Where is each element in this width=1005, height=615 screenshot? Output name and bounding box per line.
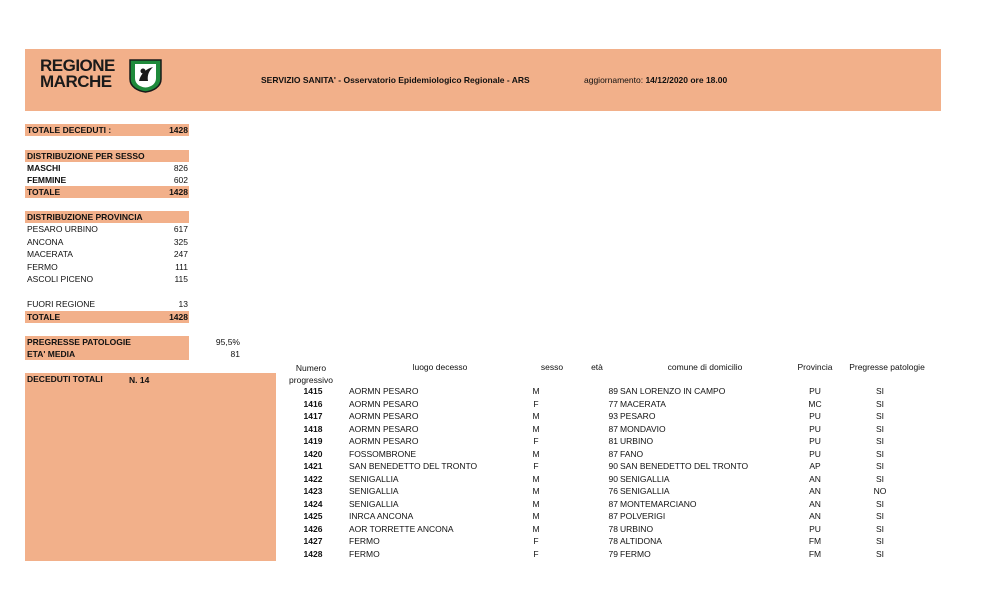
cell-province: PU	[809, 436, 821, 446]
cell-province: PU	[809, 386, 821, 396]
province-row-label: FERMO	[27, 262, 58, 272]
cell-pathologies: SI	[875, 386, 885, 396]
cell-place: SAN BENEDETTO DEL TRONTO	[349, 461, 478, 471]
cell-sex: F	[533, 536, 539, 546]
cell-province: PU	[809, 423, 821, 434]
cell-pathologies: SI	[875, 436, 885, 446]
province-row-value: 325	[173, 237, 188, 247]
cell-age: 93	[608, 411, 618, 421]
sex-title: DISTRIBUZIONE PER SESSO	[27, 151, 145, 161]
outside-region-value: 13	[178, 299, 188, 309]
province-row-label: MACERATA	[27, 249, 73, 259]
cell-age: 89	[608, 386, 618, 396]
province-title: DISTRIBUZIONE PROVINCIA	[27, 212, 143, 222]
cell-province: FM	[808, 548, 822, 559]
cell-place: AORMN PESARO	[349, 436, 419, 446]
cell-town: URBINO	[620, 436, 654, 446]
cell-town: FERMO	[620, 548, 651, 559]
cell-age: 87	[608, 423, 618, 434]
cell-place: SENIGALLIA	[349, 498, 399, 509]
col-header-pathologies: Pregresse patologie	[849, 362, 925, 372]
cell-sex: M	[532, 423, 540, 434]
cell-province: AN	[809, 498, 821, 509]
cell-age: 87	[608, 511, 618, 521]
province-total-value: 1428	[169, 312, 188, 322]
cell-sex: M	[532, 498, 540, 509]
col-header-number: Numero progressivo	[289, 363, 333, 385]
cell-age: 81	[608, 436, 618, 446]
deaths-total-label: DECEDUTI TOTALI	[27, 374, 103, 384]
logo-line-2: MARCHE	[40, 72, 112, 91]
cell-number: 1422	[303, 473, 323, 484]
cell-age: 87	[608, 498, 618, 509]
cell-pathologies: SI	[875, 448, 885, 459]
sex-row-label: FEMMINE	[27, 175, 67, 185]
update-value: 14/12/2020 ore 18.00	[645, 75, 728, 85]
province-row-value: 111	[175, 262, 188, 272]
cell-place: AORMN PESARO	[349, 386, 419, 396]
update-label: aggiornamento:	[584, 75, 644, 85]
sex-row-value: 826	[173, 163, 188, 173]
cell-number: 1425	[303, 511, 323, 521]
province-row-label: PESARO URBINO	[27, 224, 98, 234]
cell-age: 78	[608, 523, 618, 534]
col-header-province: Provincia	[797, 362, 833, 372]
province-row-value: 617	[173, 224, 188, 234]
province-row-value: 115	[174, 274, 188, 284]
cell-sex: F	[533, 548, 539, 559]
cell-province: AN	[809, 473, 821, 484]
cell-pathologies: SI	[875, 461, 885, 471]
cell-town: MONDAVIO	[620, 423, 666, 434]
cell-place: AOR TORRETTE ANCONA	[349, 523, 454, 534]
cell-number: 1418	[303, 423, 323, 434]
cell-pathologies: SI	[875, 548, 885, 559]
cell-number: 1417	[303, 411, 323, 421]
cell-age: 79	[608, 548, 618, 559]
cell-place: FERMO	[349, 548, 380, 559]
cell-age: 90	[608, 461, 618, 471]
cell-pathologies: SI	[875, 423, 885, 434]
cell-sex: M	[532, 511, 540, 521]
col-header-place: luogo decesso	[412, 362, 468, 372]
cell-pathologies: SI	[875, 398, 885, 409]
cell-town: PESARO	[620, 411, 656, 421]
cell-place: AORMN PESARO	[349, 423, 419, 434]
cell-number: 1420	[303, 448, 323, 459]
cell-number: 1421	[303, 461, 323, 471]
cell-place: INRCA ANCONA	[349, 511, 414, 521]
cell-age: 78	[608, 536, 618, 546]
cell-place: AORMN PESARO	[349, 398, 419, 409]
pathologies-value: 95,5%	[215, 337, 240, 347]
cell-number: 1419	[303, 436, 323, 446]
cell-province: FM	[808, 536, 822, 546]
cell-pathologies: SI	[875, 498, 885, 509]
cell-number: 1426	[303, 523, 323, 534]
pathologies-label: PREGRESSE PATOLOGIE	[27, 337, 131, 347]
cell-town: SENIGALLIA	[620, 473, 670, 484]
col-header-age: età	[591, 362, 603, 372]
province-row-label: ASCOLI PICENO	[27, 274, 94, 284]
province-total-label: TOTALE	[27, 312, 61, 322]
sex-row-label: MASCHI	[27, 163, 61, 173]
province-row-value: 247	[173, 249, 188, 259]
cell-sex: F	[533, 398, 539, 409]
cell-pathologies: SI	[875, 411, 885, 421]
cell-town: SENIGALLIA	[620, 486, 670, 496]
cell-province: AP	[809, 461, 821, 471]
cell-province: PU	[809, 523, 821, 534]
cell-town: SAN BENEDETTO DEL TRONTO	[620, 461, 749, 471]
avg-age-label: ETA' MEDIA	[27, 349, 76, 359]
cell-province: AN	[809, 511, 821, 521]
deaths-total-count: N. 14	[129, 375, 150, 385]
cell-sex: F	[533, 461, 539, 471]
cell-number: 1424	[303, 498, 323, 509]
cell-number: 1428	[303, 548, 323, 559]
total-deaths-label: TOTALE DECEDUTI :	[27, 125, 112, 135]
logo-line-1: REGIONE	[40, 56, 115, 75]
cell-age: 87	[608, 448, 618, 459]
cell-place: SENIGALLIA	[349, 473, 399, 484]
cell-place: FOSSOMBRONE	[349, 448, 417, 459]
cell-place: SENIGALLIA	[349, 486, 399, 496]
cell-number: 1423	[303, 486, 323, 496]
outside-region-label: FUORI REGIONE	[27, 299, 96, 309]
col-header-sex: sesso	[540, 362, 564, 372]
cell-sex: M	[532, 486, 540, 496]
cell-town: URBINO	[620, 523, 654, 534]
cell-town: SAN LORENZO IN CAMPO	[620, 386, 726, 396]
cell-pathologies: SI	[875, 536, 885, 546]
cell-province: AN	[809, 486, 821, 496]
cell-town: ALTIDONA	[620, 536, 662, 546]
cell-pathologies: SI	[875, 473, 885, 484]
cell-pathologies: SI	[875, 523, 885, 534]
cell-pathologies: SI	[875, 511, 885, 521]
cell-sex: M	[532, 448, 540, 459]
cell-town: POLVERIGI	[620, 511, 666, 521]
sex-row-value: 602	[173, 175, 188, 185]
cell-province: PU	[809, 411, 821, 421]
cell-place: FERMO	[349, 536, 380, 546]
cell-number: 1416	[303, 398, 323, 409]
col-header-town: comune di domicilio	[667, 362, 743, 372]
cell-age: 90	[608, 473, 618, 484]
sex-total-label: TOTALE	[27, 187, 61, 197]
service-title: SERVIZIO SANITA' - Osservatorio Epidemiologico Regionale - ARS	[261, 75, 530, 85]
cell-sex: F	[533, 436, 539, 446]
cell-province: PU	[809, 448, 821, 459]
cell-town: MACERATA	[620, 398, 666, 409]
cell-number: 1427	[303, 536, 323, 546]
cell-sex: M	[532, 386, 540, 396]
cell-sex: M	[532, 411, 540, 421]
cell-province: MC	[808, 398, 822, 409]
cell-sex: M	[532, 473, 540, 484]
cell-age: 76	[608, 486, 618, 496]
province-row-label: ANCONA	[27, 237, 64, 247]
sex-total-value: 1428	[169, 187, 188, 197]
avg-age-value: 81	[230, 349, 240, 359]
total-deaths-value: 1428	[169, 125, 188, 135]
cell-town: MONTEMARCIANO	[620, 498, 697, 509]
cell-sex: M	[532, 523, 540, 534]
cell-pathologies: NO	[873, 486, 887, 496]
cell-number: 1415	[303, 386, 323, 396]
cell-town: FANO	[620, 448, 644, 459]
cell-place: AORMN PESARO	[349, 411, 419, 421]
cell-age: 77	[608, 398, 618, 409]
